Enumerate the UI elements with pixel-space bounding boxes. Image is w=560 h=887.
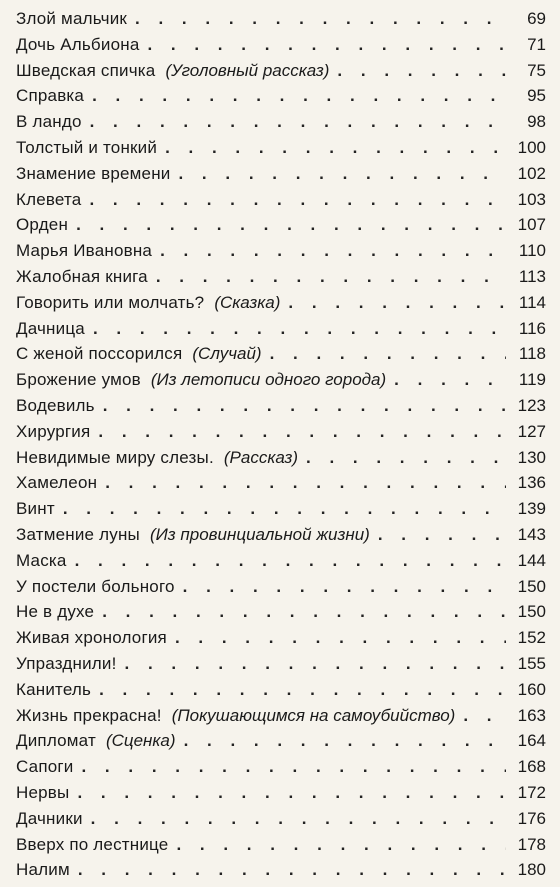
entry-title: Маска xyxy=(16,550,67,570)
dot-leader xyxy=(306,445,506,471)
entry-title: Не в духе xyxy=(16,602,95,622)
toc-entry xyxy=(16,316,546,342)
dot-leader xyxy=(183,574,506,600)
toc-entry xyxy=(16,109,546,135)
entry-title: Клевета xyxy=(16,189,82,209)
toc-entry xyxy=(16,496,546,522)
toc-entry xyxy=(16,832,546,858)
toc-entry xyxy=(16,548,546,574)
entry-title: Дипломат xyxy=(16,731,96,751)
dot-leader xyxy=(105,470,506,496)
entry-title: Сапоги xyxy=(16,757,74,777)
dot-leader xyxy=(160,238,506,264)
dot-leader xyxy=(147,32,506,58)
toc-entry xyxy=(16,728,546,754)
dot-leader xyxy=(91,806,506,832)
dot-leader xyxy=(165,135,506,161)
dot-leader xyxy=(270,341,506,367)
entry-title: Невидимые миру слезы. xyxy=(16,447,214,467)
dot-leader xyxy=(178,161,506,187)
entry-page-number: 110 xyxy=(518,241,546,261)
entry-page-number: 180 xyxy=(517,860,546,880)
dot-leader xyxy=(81,754,506,780)
entry-page-number: 144 xyxy=(517,550,546,570)
entry-page-number: 136 xyxy=(517,473,546,493)
dot-leader xyxy=(184,728,506,754)
entry-title: Марья Ивановна xyxy=(16,241,153,261)
dot-leader xyxy=(76,212,506,238)
toc-entry xyxy=(16,83,546,109)
entry-page-number: 139 xyxy=(517,499,546,519)
entry-page-number: 95 xyxy=(527,86,546,106)
entry-subtitle: (Рассказ) xyxy=(223,447,299,467)
entry-page-number: 143 xyxy=(517,524,546,544)
entry-title: С женой поссорился xyxy=(16,344,183,364)
dot-leader xyxy=(378,522,506,548)
entry-title: Злой мальчик xyxy=(16,9,128,28)
toc-entry xyxy=(16,522,546,548)
entry-subtitle: (Случай) xyxy=(192,344,262,364)
entry-title: У постели больного xyxy=(16,576,175,596)
entry-title: Затмение луны xyxy=(16,524,140,544)
entry-page-number: 69 xyxy=(527,9,546,28)
entry-subtitle: (Сказка) xyxy=(214,292,281,312)
entry-title: Справка xyxy=(16,86,85,106)
entry-title: Толстый и тонкий xyxy=(16,137,158,157)
dot-leader xyxy=(75,548,506,574)
dot-leader xyxy=(77,780,506,806)
entry-title: Дочь Альбиона xyxy=(16,34,140,54)
toc-entry xyxy=(16,212,546,238)
dot-leader xyxy=(135,6,506,32)
entry-page-number: 127 xyxy=(517,421,546,441)
dot-leader xyxy=(176,832,506,858)
entry-page-number: 178 xyxy=(517,834,546,854)
toc-entry xyxy=(16,264,546,290)
toc-entry xyxy=(16,574,546,600)
entry-page-number: 155 xyxy=(517,653,546,673)
toc-entry xyxy=(16,6,546,32)
entry-title: Вверх по лестнице xyxy=(16,834,169,854)
entry-title: Знамение времени xyxy=(16,163,171,183)
entry-page-number: 172 xyxy=(517,782,546,802)
entry-title: Орден xyxy=(16,215,69,235)
toc-entry xyxy=(16,187,546,213)
toc-entry xyxy=(16,754,546,780)
dot-leader xyxy=(98,419,506,445)
entry-page-number: 150 xyxy=(517,576,546,596)
toc-entry xyxy=(16,857,546,883)
dot-leader xyxy=(175,625,506,651)
toc-entry xyxy=(16,367,546,393)
toc-entry xyxy=(16,290,546,316)
entry-page-number: 107 xyxy=(517,215,546,235)
toc-entry xyxy=(16,238,546,264)
entry-subtitle: (Уголовный рассказ) xyxy=(165,60,330,80)
entry-title: Жизнь прекрасна! xyxy=(16,705,162,725)
entry-page-number: 160 xyxy=(517,679,546,699)
toc-entry xyxy=(16,703,546,729)
dot-leader xyxy=(92,83,506,109)
dot-leader xyxy=(93,316,506,342)
toc-entry xyxy=(16,135,546,161)
entry-title: Жалобная книга xyxy=(16,266,148,286)
toc-entry xyxy=(16,780,546,806)
entry-title: Говорить или молчать? xyxy=(16,292,205,312)
dot-leader xyxy=(463,703,506,729)
dot-leader xyxy=(156,264,506,290)
entry-page-number: 113 xyxy=(518,266,546,286)
entry-title: Дачники xyxy=(16,808,83,828)
toc-entry xyxy=(16,393,546,419)
entry-title: Водевиль xyxy=(16,395,95,415)
entry-page-number: 98 xyxy=(527,112,546,132)
dot-leader xyxy=(89,187,506,213)
entry-subtitle: (Из провинциальной жизни) xyxy=(149,524,370,544)
entry-title: Упразднили! xyxy=(16,653,117,673)
dot-leader xyxy=(394,367,506,393)
table-of-contents xyxy=(16,6,546,883)
entry-title: Канитель xyxy=(16,679,92,699)
entry-title: Нервы xyxy=(16,782,70,802)
entry-title: Винт xyxy=(16,499,55,519)
entry-page-number: 100 xyxy=(517,137,546,157)
dot-leader xyxy=(102,599,506,625)
entry-subtitle: (Из летописи одного города) xyxy=(150,370,387,390)
entry-title: Хирургия xyxy=(16,421,91,441)
toc-entry xyxy=(16,58,546,84)
entry-page-number: 71 xyxy=(527,34,546,54)
dot-leader xyxy=(125,651,506,677)
entry-title: В ландо xyxy=(16,112,82,132)
dot-leader xyxy=(63,496,506,522)
entry-title: Живая хронология xyxy=(16,628,167,648)
entry-subtitle: (Покушающимся на самоубийство) xyxy=(171,705,456,725)
entry-page-number: 119 xyxy=(518,370,546,390)
entry-page-number: 150 xyxy=(517,602,546,622)
toc-entry xyxy=(16,341,546,367)
toc-entry xyxy=(16,470,546,496)
entry-page-number: 123 xyxy=(517,395,546,415)
entry-title: Брожение умов xyxy=(16,370,141,390)
entry-title: Шведская спичка xyxy=(16,60,156,80)
toc-entry xyxy=(16,625,546,651)
toc-entry xyxy=(16,445,546,471)
entry-page-number: 164 xyxy=(517,731,546,751)
toc-entry xyxy=(16,651,546,677)
entry-title: Налим xyxy=(16,860,70,880)
toc-entry xyxy=(16,677,546,703)
entry-page-number: 168 xyxy=(517,757,546,777)
entry-page-number: 103 xyxy=(517,189,546,209)
entry-page-number: 152 xyxy=(517,628,546,648)
entry-page-number: 118 xyxy=(518,344,546,364)
dot-leader xyxy=(103,393,506,419)
entry-title: Дачница xyxy=(16,318,85,338)
entry-page-number: 163 xyxy=(517,705,546,725)
toc-entry xyxy=(16,419,546,445)
entry-page-number: 176 xyxy=(517,808,546,828)
entry-page-number: 75 xyxy=(527,60,546,80)
entry-subtitle: (Сценка) xyxy=(105,731,176,751)
entry-title: Хамелеон xyxy=(16,473,98,493)
toc-entry xyxy=(16,599,546,625)
entry-page-number: 116 xyxy=(518,318,546,338)
toc-entry xyxy=(16,32,546,58)
toc-entry xyxy=(16,161,546,187)
dot-leader xyxy=(90,109,506,135)
dot-leader xyxy=(288,290,506,316)
entry-page-number: 130 xyxy=(517,447,546,467)
entry-page-number: 102 xyxy=(517,163,546,183)
dot-leader xyxy=(99,677,506,703)
entry-page-number: 114 xyxy=(518,292,546,312)
dot-leader xyxy=(78,857,506,883)
dot-leader xyxy=(337,58,506,84)
toc-entry xyxy=(16,806,546,832)
